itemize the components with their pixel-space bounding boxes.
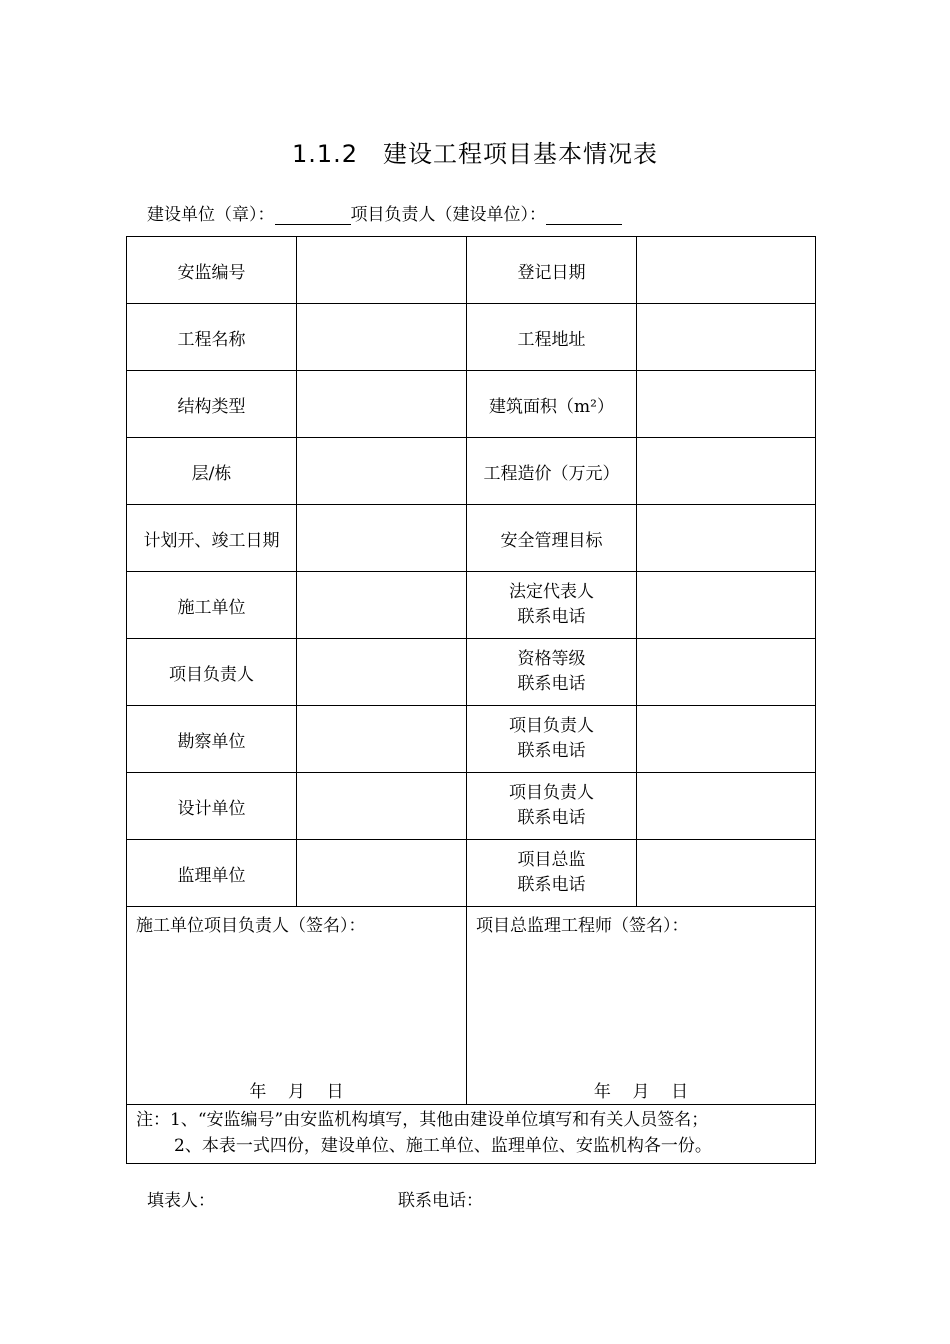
field-value-cell[interactable] — [637, 639, 816, 706]
field-value-cell[interactable] — [297, 840, 467, 907]
table-row — [127, 840, 816, 907]
notes-cell — [127, 1105, 816, 1164]
field-value-cell[interactable] — [637, 237, 816, 304]
field-label — [467, 572, 637, 639]
field-label — [467, 639, 637, 706]
field-label-line: 联系电话 — [517, 674, 586, 694]
owner-unit-label: 建设单位（章）： — [147, 205, 275, 225]
field-value-cell[interactable] — [297, 371, 467, 438]
field-label: 登记日期 — [467, 237, 637, 304]
field-label: 工程造价（万元） — [467, 438, 637, 505]
field-label: 项目负责人 — [127, 639, 297, 706]
field-value-cell[interactable] — [637, 438, 816, 505]
field-label — [467, 840, 637, 907]
field-label: 工程地址 — [467, 304, 637, 371]
table-row — [127, 706, 816, 773]
supervisor-signature-date: 年 月 日 — [593, 1082, 689, 1102]
table-row — [127, 304, 816, 371]
supervisor-signature-cell[interactable] — [467, 907, 816, 1105]
field-value-cell[interactable] — [637, 371, 816, 438]
field-value-cell[interactable] — [297, 304, 467, 371]
supervisor-signature-label: 项目总监理工程师（签名）： — [476, 916, 689, 936]
field-value-cell[interactable] — [637, 572, 816, 639]
field-label: 设计单位 — [127, 773, 297, 840]
field-label — [467, 773, 637, 840]
table-row — [127, 371, 816, 438]
field-label: 勘察单位 — [127, 706, 297, 773]
table-row — [127, 773, 816, 840]
field-label-line: 法定代表人 — [509, 582, 594, 602]
field-label-line: 联系电话 — [517, 607, 586, 627]
field-value-cell[interactable] — [637, 304, 816, 371]
field-label-line: 联系电话 — [517, 808, 586, 828]
field-value-cell[interactable] — [297, 773, 467, 840]
field-value-cell[interactable] — [297, 706, 467, 773]
filler-label: 填表人： — [147, 1191, 215, 1211]
field-label: 计划开、竣工日期 — [127, 505, 297, 572]
table-row — [127, 237, 816, 304]
contractor-signature-cell[interactable] — [127, 907, 467, 1105]
field-label: 层/栋 — [127, 438, 297, 505]
field-label-line: 联系电话 — [517, 875, 586, 895]
field-label: 建筑面积（m²） — [467, 371, 637, 438]
contractor-signature-label: 施工单位项目负责人（签名）： — [136, 916, 366, 936]
field-label: 监理单位 — [127, 840, 297, 907]
table-row — [127, 438, 816, 505]
note-line-1: 注：1、“安监编号”由安监机构填写，其他由建设单位填写和有关人员签名； — [136, 1110, 709, 1130]
notes-row — [127, 1105, 816, 1164]
table-row — [127, 572, 816, 639]
field-value-cell[interactable] — [297, 639, 467, 706]
field-value-cell[interactable] — [637, 706, 816, 773]
signature-row — [127, 907, 816, 1105]
field-label — [467, 706, 637, 773]
project-info-table — [126, 236, 816, 1164]
field-label-line: 资格等级 — [517, 649, 586, 669]
field-label-line: 项目总监 — [517, 850, 586, 870]
field-label: 结构类型 — [127, 371, 297, 438]
owner-manager-label: 项目负责人（建设单位）： — [350, 205, 546, 225]
owner-header-line — [147, 200, 622, 225]
field-value-cell[interactable] — [297, 572, 467, 639]
owner-unit-blank[interactable] — [275, 206, 351, 225]
owner-manager-blank[interactable] — [546, 206, 622, 225]
field-value-cell[interactable] — [637, 840, 816, 907]
field-value-cell[interactable] — [297, 505, 467, 572]
field-value-cell[interactable] — [297, 237, 467, 304]
filler-phone-label: 联系电话： — [398, 1191, 483, 1211]
field-label: 安监编号 — [127, 237, 297, 304]
field-value-cell[interactable] — [637, 773, 816, 840]
table-row — [127, 505, 816, 572]
form-title: 1.1.2 建设工程项目基本情况表 — [291, 140, 659, 168]
field-label: 施工单位 — [127, 572, 297, 639]
contractor-signature-date: 年 月 日 — [249, 1082, 344, 1102]
table-row — [127, 639, 816, 706]
field-label: 安全管理目标 — [467, 505, 637, 572]
field-value-cell[interactable] — [297, 438, 467, 505]
field-label: 工程名称 — [127, 304, 297, 371]
field-label-line: 项目负责人 — [509, 783, 594, 803]
note-line-2: 2、本表一式四份，建设单位、施工单位、监理单位、安监机构各一份。 — [174, 1136, 712, 1156]
field-value-cell[interactable] — [637, 505, 816, 572]
field-label-line: 项目负责人 — [509, 716, 594, 736]
field-label-line: 联系电话 — [517, 741, 586, 761]
